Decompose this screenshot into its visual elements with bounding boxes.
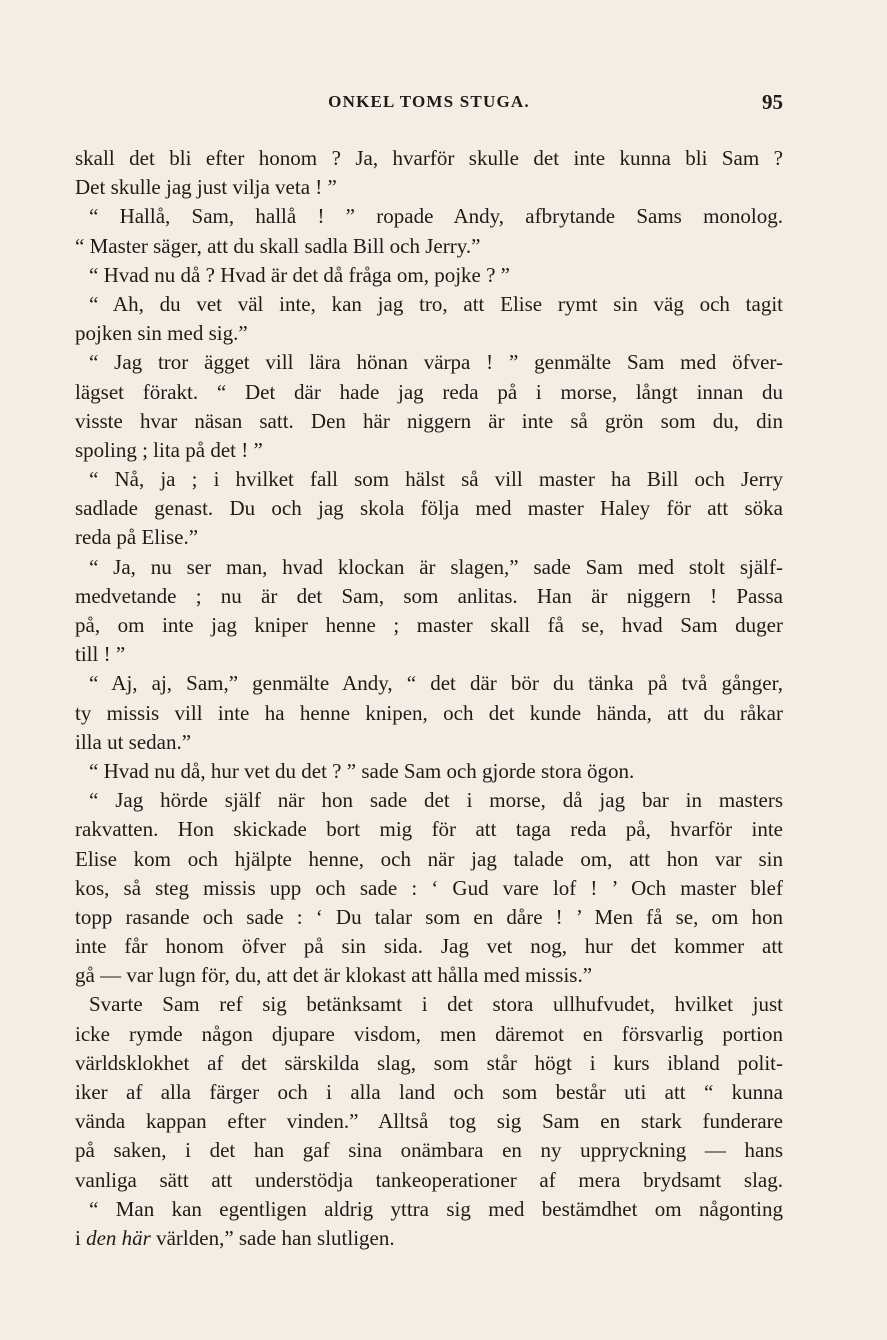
text-line: “ Aj, aj, Sam,” genmälte Andy, “ det där bör du tänka på två gånger,: [89, 671, 783, 696]
final-line: [75, 1224, 783, 1253]
text-line: inte får honom öfver på sin sida. Jag vet nog, hur det kommer att: [75, 934, 783, 959]
text-line: “ Man kan egentligen aldrig yttra sig med bestämdhet om någonting: [89, 1196, 783, 1221]
text-line: “ Hvad nu då ? Hvad är det då fråga om, pojke ? ”: [89, 262, 510, 287]
text-line: på saken, i det han gaf sina onämbara en ny uppryckning — hans: [75, 1138, 783, 1163]
text-line: “ Hallå, Sam, hallå ! ” ropade Andy, afbrytande Sams monolog.: [89, 204, 783, 229]
final-line-pre: i: [75, 1225, 87, 1250]
text-line: pojken sin med sig.”: [75, 321, 248, 346]
text-line: lägset förakt. “ Det där hade jag reda på i morse, långt innan du: [75, 379, 783, 404]
text-line: visste hvar näsan satt. Den här niggern är inte så grön som du, din: [75, 408, 783, 433]
text-line: Elise kom och hjälpte henne, och när jag talade om, att hon var sin: [75, 846, 783, 871]
body-text: [75, 144, 783, 1253]
text-line: vanliga sätt att understödja tankeoperationer af mera brydsamt slag.: [75, 1167, 783, 1192]
text-line: “ Master säger, att du skall sadla Bill och Jerry.”: [75, 233, 481, 258]
text-line: “ Jag hörde själf när hon sade det i morse, då jag bar in masters: [89, 788, 783, 813]
running-title: ONKEL TOMS STUGA.: [328, 92, 530, 111]
running-head: [75, 90, 783, 118]
text-line: världsklokhet af det särskilda slag, som står högt i kurs ibland polit-: [75, 1050, 783, 1075]
text-line: reda på Elise.”: [75, 525, 199, 550]
text-line: “ Ah, du vet väl inte, kan jag tro, att Elise rymt sin väg och tagit: [89, 291, 783, 316]
text-line: icke rymde någon djupare visdom, men däremot en försvarlig portion: [75, 1021, 783, 1046]
text-line: medvetande ; nu är det Sam, som anlitas. Han är niggern ! Passa: [75, 583, 783, 608]
text-line: vända kappan efter vinden.” Alltså tog sig Sam en stark funderare: [75, 1109, 783, 1134]
text-line: skall det bli efter honom ? Ja, hvarför skulle det inte kunna bli Sam ?: [75, 146, 783, 170]
text-line: topp rasande och sade : ‘ Du talar som en dåre ! ’ Men få se, om hon: [75, 904, 783, 929]
page-number: 95: [762, 90, 783, 114]
text-line: rakvatten. Hon skickade bort mig för att taga reda på, hvarför inte: [75, 817, 783, 842]
final-line-post: världen,” sade han slutligen.: [150, 1225, 395, 1250]
text-line: iker af alla färger och i alla land och som består uti att “ kunna: [75, 1080, 783, 1104]
text-line: “ Ja, nu ser man, hvad klockan är slagen,” sade Sam med stolt själf-: [89, 554, 783, 579]
text-line: Svarte Sam ref sig betänksamt i det stora ullhufvudet, hvilket just: [89, 992, 783, 1017]
text-line: “ Nå, ja ; i hvilket fall som hälst så vill master ha Bill och Jerry: [89, 467, 783, 492]
text-line: spoling ; lita på det ! ”: [75, 437, 263, 462]
text-line: kos, så steg missis upp och sade : ‘ Gud vare lof ! ’ Och master blef: [75, 875, 783, 900]
text-line: “ Jag tror ägget vill lära hönan värpa ! ” genmälte Sam med öfver-: [89, 350, 783, 375]
text-line: till ! ”: [75, 642, 126, 667]
text-line: illa ut sedan.”: [75, 729, 192, 754]
text-line: sadlade genast. Du och jag skola följa med master Haley för att söka: [75, 496, 783, 521]
text-line: ty missis vill inte ha henne knipen, och det kunde hända, att du råkar: [75, 700, 783, 725]
final-line-italic: den här: [86, 1225, 151, 1250]
text-line: “ Hvad nu då, hur vet du det ? ” sade Sam och gjorde stora ögon.: [89, 758, 635, 783]
text-line: på, om inte jag kniper henne ; master skall få se, hvad Sam duger: [75, 613, 783, 637]
text-line: Det skulle jag just vilja veta ! ”: [75, 175, 337, 200]
text-line: gå — var lugn för, du, att det är klokast att hålla med missis.”: [75, 963, 593, 988]
